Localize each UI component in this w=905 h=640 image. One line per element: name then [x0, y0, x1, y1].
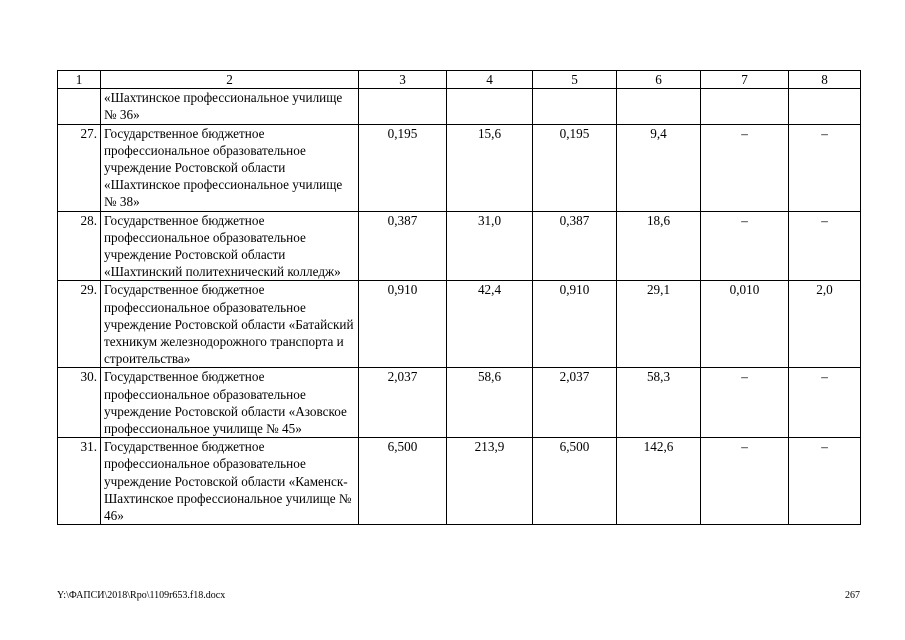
- institution-name-cell: Государственное бюджетное профессиональное образовательное учреждение Ростовской области «Каменск-Шахтинское профессиональное училище № 46»: [101, 438, 359, 525]
- table-row: [58, 89, 861, 124]
- institution-name-cell: Государственное бюджетное профессиональное образовательное учреждение Ростовской области «Шахтинский политехнический колледж»: [101, 211, 359, 281]
- value-cell: 0,195: [359, 124, 447, 211]
- value-cell: 0,387: [533, 211, 617, 281]
- value-cell: –: [789, 211, 861, 281]
- value-cell: 18,6: [617, 211, 701, 281]
- column-header: 5: [533, 71, 617, 89]
- value-cell: 0,387: [359, 211, 447, 281]
- value-cell: 213,9: [447, 438, 533, 525]
- value-cell: 2,037: [359, 368, 447, 438]
- institution-name-cell: Государственное бюджетное профессиональное образовательное учреждение Ростовской области «Шахтинское профессиональное училище № 38»: [101, 124, 359, 211]
- footer-page-number: 267: [845, 590, 860, 601]
- value-cell: 6,500: [533, 438, 617, 525]
- table-row: [58, 124, 861, 211]
- value-cell: –: [789, 438, 861, 525]
- value-cell: 15,6: [447, 124, 533, 211]
- table-header-row: [58, 71, 861, 89]
- column-header: 7: [701, 71, 789, 89]
- column-header: 6: [617, 71, 701, 89]
- footer-file-path: Y:\ФАПСИ\2018\Rpo\1109r653.f18.docx: [57, 590, 226, 601]
- column-header: 2: [101, 71, 359, 89]
- row-number-cell: 28.: [58, 211, 101, 281]
- value-cell: [789, 89, 861, 124]
- column-header: 3: [359, 71, 447, 89]
- value-cell: 9,4: [617, 124, 701, 211]
- row-number-cell: 31.: [58, 438, 101, 525]
- institution-name-cell: Государственное бюджетное профессиональное образовательное учреждение Ростовской области «Азовское профессиональное училище № 45»: [101, 368, 359, 438]
- table-row: [58, 211, 861, 281]
- value-cell: 58,6: [447, 368, 533, 438]
- table-row: [58, 368, 861, 438]
- value-cell: 0,195: [533, 124, 617, 211]
- value-cell: 58,3: [617, 368, 701, 438]
- value-cell: 0,010: [701, 281, 789, 368]
- value-cell: 2,0: [789, 281, 861, 368]
- institution-name-cell: Государственное бюджетное профессиональное образовательное учреждение Ростовской области «Батайский техникум железнодорожного транспорта и строительства»: [101, 281, 359, 368]
- row-number-cell: 29.: [58, 281, 101, 368]
- row-number-cell: [58, 89, 101, 124]
- value-cell: –: [701, 211, 789, 281]
- table-row: [58, 281, 861, 368]
- column-header: 8: [789, 71, 861, 89]
- table-row: [58, 438, 861, 525]
- value-cell: [533, 89, 617, 124]
- value-cell: –: [701, 438, 789, 525]
- value-cell: 142,6: [617, 438, 701, 525]
- value-cell: 0,910: [533, 281, 617, 368]
- value-cell: [359, 89, 447, 124]
- value-cell: 29,1: [617, 281, 701, 368]
- row-number-cell: 30.: [58, 368, 101, 438]
- value-cell: 2,037: [533, 368, 617, 438]
- value-cell: [617, 89, 701, 124]
- row-number-cell: 27.: [58, 124, 101, 211]
- institution-name-cell: «Шахтинское профессиональное училище № 36»: [101, 89, 359, 124]
- data-table: [57, 70, 861, 525]
- column-header: 4: [447, 71, 533, 89]
- value-cell: –: [789, 368, 861, 438]
- value-cell: 0,910: [359, 281, 447, 368]
- value-cell: [447, 89, 533, 124]
- value-cell: –: [789, 124, 861, 211]
- value-cell: –: [701, 368, 789, 438]
- value-cell: 42,4: [447, 281, 533, 368]
- value-cell: 6,500: [359, 438, 447, 525]
- value-cell: –: [701, 124, 789, 211]
- value-cell: 31,0: [447, 211, 533, 281]
- table-body: [58, 89, 861, 525]
- column-header: 1: [58, 71, 101, 89]
- value-cell: [701, 89, 789, 124]
